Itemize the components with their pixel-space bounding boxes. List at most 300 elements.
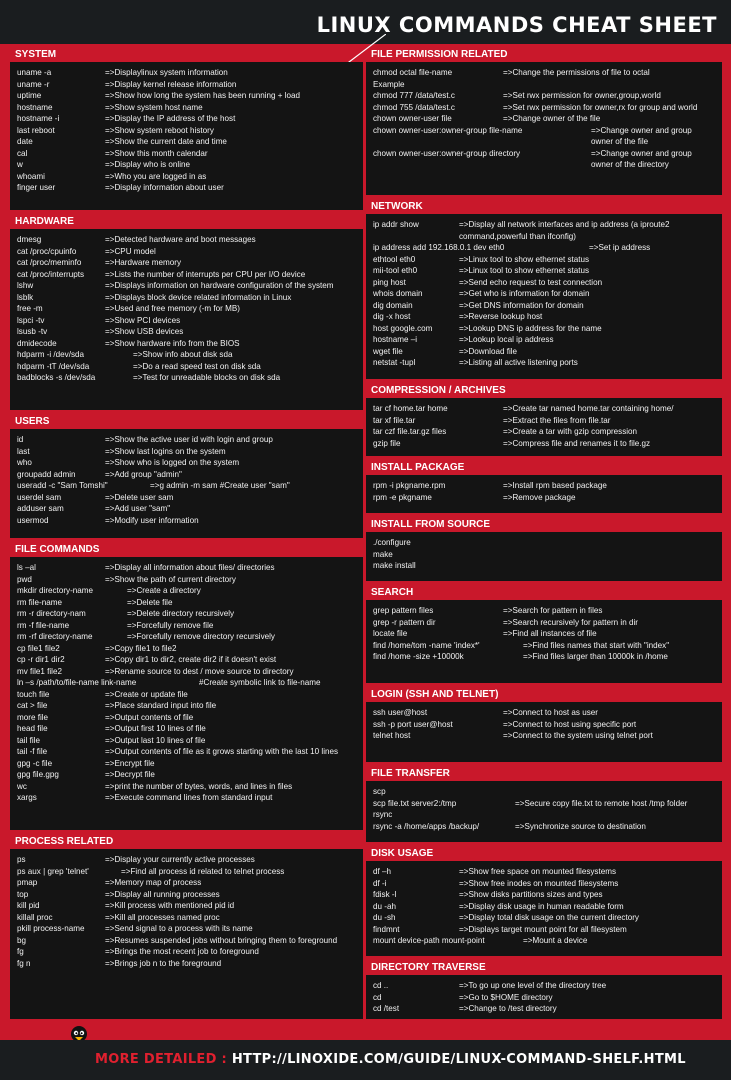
command-row xyxy=(17,631,357,643)
command-description: =>Display who is online xyxy=(105,160,191,169)
command-description: =>Place standard input into file xyxy=(105,701,217,710)
command-description: =>g admin -m sam #Create user "sam" xyxy=(150,481,290,490)
command-name: pmap xyxy=(17,878,38,887)
command-row xyxy=(17,338,357,350)
command-description: =>Create tar named home.tar containing home/ xyxy=(503,404,674,413)
command-description: =>Execute command lines from standard input xyxy=(105,793,273,802)
section-process-related xyxy=(10,833,363,1019)
command-row xyxy=(373,67,716,79)
command-row xyxy=(17,712,357,724)
section-panel xyxy=(366,532,722,581)
command-description: =>Resumes suspended jobs without bringing them to foreground xyxy=(105,935,338,945)
command-name: last xyxy=(17,446,30,456)
command-row xyxy=(17,781,357,793)
command-description: =>Display total disk usage on the current directory xyxy=(459,913,639,922)
command-name: ip address add 192.168.0.1 dev eth0 xyxy=(373,243,505,252)
command-description: =>Lookup local ip address xyxy=(459,335,554,344)
section-compression xyxy=(366,382,722,456)
section-heading: USERS xyxy=(15,416,50,427)
command-description: =>Find files names that start with "index" xyxy=(523,640,670,650)
command-name: cd .. xyxy=(373,981,389,990)
command-name: tail -f file xyxy=(17,747,48,756)
command-description: =>Show free inodes on mounted filesystems xyxy=(459,878,619,888)
command-row xyxy=(373,560,716,572)
page-title: LINUX COMMANDS CHEAT SHEET xyxy=(316,13,717,37)
command-row xyxy=(373,730,716,742)
command-description: =>Lists the number of interrupts per CPU per I/O device xyxy=(105,269,306,279)
command-name: cd /test xyxy=(373,1004,400,1013)
command-name: chown owner-user:owner-group directory xyxy=(373,148,521,158)
command-description: =>Secure copy file.txt to remote host /tmp folder xyxy=(515,798,688,808)
command-description: =>To go up one level of the directory tree xyxy=(459,981,607,990)
command-row xyxy=(373,549,716,561)
command-name: chmod octal file-name xyxy=(373,68,453,77)
command-description: =>Linux tool to show ethernet status xyxy=(459,266,590,275)
command-name: wget file xyxy=(373,346,403,356)
command-row xyxy=(373,719,716,731)
command-name: dmesg xyxy=(17,235,42,244)
command-name: cat /proc/cpuinfo xyxy=(17,246,77,256)
section-heading: PROCESS RELATED xyxy=(15,836,114,847)
command-row xyxy=(17,689,357,701)
command-description: =>Brings the most recent job to foreground xyxy=(105,947,259,956)
footer-link[interactable]: HTTP://LINOXIDE.COM/GUIDE/LINUX-COMMAND-SHELF.HTML xyxy=(231,1052,686,1067)
section-heading: HARDWARE xyxy=(15,216,74,227)
command-row xyxy=(17,159,357,171)
command-name: xargs xyxy=(17,793,37,802)
command-row xyxy=(17,912,357,924)
command-row xyxy=(373,288,716,300)
command-description: =>Show the current date and time xyxy=(105,137,227,146)
section-heading: INSTALL PACKAGE xyxy=(371,462,465,473)
command-description: =>Copy file1 to file2 xyxy=(105,643,177,653)
command-name: mv file1 file2 xyxy=(17,666,62,676)
command-description: =>Show disks partitions sizes and types xyxy=(459,890,603,899)
command-description: =>Kill all processes named proc xyxy=(105,912,220,922)
command-name: Example xyxy=(373,79,405,89)
command-name: whois domain xyxy=(373,289,423,298)
command-name: rm -r directory-nam xyxy=(17,609,86,618)
command-description: =>Show hardware info from the BIOS xyxy=(105,338,240,348)
command-description: =>Encrypt file xyxy=(105,758,155,768)
command-description: =>Test for unreadable blocks on disk sda xyxy=(133,373,281,382)
command-description: =>Linux tool to show ethernet status xyxy=(459,254,590,264)
command-name: du -sh xyxy=(373,913,396,922)
section-panel xyxy=(10,429,363,538)
command-description: =>Detected hardware and boot messages xyxy=(105,235,256,244)
command-row xyxy=(373,889,716,901)
section-panel xyxy=(10,557,363,830)
command-description: =>Copy dir1 to dir2, create dir2 if it doesn't exist xyxy=(105,655,277,664)
command-row xyxy=(373,113,716,125)
command-description: =>Change owner and group owner of the file xyxy=(591,125,692,146)
command-name: rm -f file-name xyxy=(17,620,70,630)
command-name: useradd -c "Sam Tomshi" xyxy=(17,481,108,490)
command-row xyxy=(17,67,357,79)
command-description: =>Create or update file xyxy=(105,689,188,699)
command-name: lsblk xyxy=(17,292,34,302)
command-name: ./configure xyxy=(373,538,411,547)
command-description: =>Connect to the system using telnet port xyxy=(503,731,653,740)
command-name: mii-tool eth0 xyxy=(373,266,418,275)
command-row xyxy=(373,265,716,277)
command-row xyxy=(373,357,716,369)
command-row xyxy=(17,182,357,194)
section-panel xyxy=(366,214,722,379)
command-name: rm file-name xyxy=(17,597,62,607)
command-row xyxy=(373,346,716,358)
command-description: =>Displaylinux system information xyxy=(105,68,228,77)
section-directory-traverse xyxy=(366,959,722,1019)
command-description: =>Set ip address xyxy=(589,243,651,252)
command-name: netstat -tupl xyxy=(373,358,416,367)
command-name: pwd xyxy=(17,574,32,584)
command-description: =>Show free space on mounted filesystems xyxy=(459,867,617,876)
command-name: scp file.txt server2:/tmp xyxy=(373,798,457,808)
command-name: usermod xyxy=(17,515,49,525)
command-row xyxy=(17,257,357,269)
command-row xyxy=(373,628,716,640)
section-panel xyxy=(10,62,363,210)
command-name: cal xyxy=(17,148,28,158)
command-row xyxy=(17,492,357,504)
command-name: hdparm -tT /dev/sda xyxy=(17,361,90,371)
command-name: chmod 777 /data/test.c xyxy=(373,91,455,100)
command-row xyxy=(17,480,357,492)
command-row xyxy=(373,992,716,1004)
command-description: =>Displays block device related information in Linux xyxy=(105,292,292,302)
section-heading: INSTALL FROM SOURCE xyxy=(371,519,491,530)
command-row xyxy=(373,102,716,114)
command-description: =>Display information about user xyxy=(105,183,224,192)
command-name: ssh user@host xyxy=(373,708,428,717)
command-description: =>Change to /test directory xyxy=(459,1004,557,1013)
command-description: =>Install rpm based package xyxy=(503,481,607,490)
command-row xyxy=(17,746,357,758)
command-name: hdparm -i /dev/sda xyxy=(17,350,85,359)
command-name: top xyxy=(17,889,29,899)
section-panel xyxy=(366,861,722,956)
command-row xyxy=(17,597,357,609)
command-row xyxy=(373,798,716,810)
command-name: more file xyxy=(17,712,49,722)
command-row xyxy=(17,723,357,735)
command-name: lsusb -tv xyxy=(17,327,48,336)
command-name: telnet host xyxy=(373,731,411,740)
command-row xyxy=(373,323,716,335)
section-panel xyxy=(366,475,722,513)
command-row xyxy=(17,457,357,469)
command-row xyxy=(373,651,716,663)
section-file-permission xyxy=(366,46,722,195)
command-description: =>Create a tar with gzip compression xyxy=(503,427,638,436)
command-description: =>Memory map of process xyxy=(105,878,202,887)
command-description: =>Kill process with mentioned pid id xyxy=(105,901,235,910)
command-name: host google.com xyxy=(373,323,433,333)
command-row xyxy=(17,562,357,574)
command-row xyxy=(373,924,716,936)
command-row xyxy=(373,438,716,450)
command-name: groupadd admin xyxy=(17,469,76,479)
command-name: ethtool eth0 xyxy=(373,254,416,264)
command-row xyxy=(373,415,716,427)
command-name: cp file1 file2 xyxy=(17,643,60,653)
command-name: make install xyxy=(373,561,416,570)
command-row xyxy=(17,361,357,373)
command-name: ip addr show xyxy=(373,220,419,229)
command-name: wc xyxy=(17,781,27,791)
section-install-source xyxy=(366,516,722,581)
command-description: =>Decrypt file xyxy=(105,770,155,779)
command-row xyxy=(373,809,716,821)
command-description: =>Display the IP address of the host xyxy=(105,114,236,123)
command-name: free -m xyxy=(17,304,43,313)
command-description: =>Forcefully remove directory recursively xyxy=(127,632,275,641)
command-name: dmidecode xyxy=(17,338,57,348)
command-row xyxy=(17,303,357,315)
command-description: =>Download file xyxy=(459,346,518,356)
command-row xyxy=(17,958,357,970)
command-description: =>Show the active user id with login and group xyxy=(105,435,273,444)
command-name: ssh -p port user@host xyxy=(373,719,453,729)
section-disk-usage xyxy=(366,845,722,956)
command-row xyxy=(17,700,357,712)
command-description: =>Output contents of file as it grows starting with the last 10 lines xyxy=(105,747,339,756)
command-row xyxy=(17,446,357,458)
command-description: =>Output first 10 lines of file xyxy=(105,724,206,733)
command-name: last reboot xyxy=(17,125,55,135)
command-row xyxy=(17,735,357,747)
command-name: rsync -a /home/apps /backup/ xyxy=(373,821,480,831)
command-description: =>Find all process id related to telnet process xyxy=(121,866,285,876)
section-panel xyxy=(366,975,722,1019)
command-row xyxy=(373,617,716,629)
command-description: =>Add group "admin" xyxy=(105,469,182,479)
command-description: =>Go to $HOME directory xyxy=(459,992,553,1002)
command-name: touch file xyxy=(17,689,50,699)
command-name: mount device-path mount-point xyxy=(373,936,485,945)
command-name: ls –al xyxy=(17,563,36,572)
command-row xyxy=(17,280,357,292)
command-description: =>Used and free memory (-m for MB) xyxy=(105,304,240,313)
command-row xyxy=(17,372,357,384)
command-description: =>Synchronize source to destination xyxy=(515,821,646,831)
command-name: hostname -i xyxy=(17,114,60,123)
command-row xyxy=(373,605,716,617)
section-file-commands xyxy=(10,541,363,830)
command-name: fdisk -l xyxy=(373,890,397,899)
command-row xyxy=(17,113,357,125)
command-description: =>Compress file and renames it to file.gz xyxy=(503,438,651,448)
command-description: =>Display all running processes xyxy=(105,889,220,899)
command-name: locate file xyxy=(373,629,408,638)
command-row xyxy=(17,269,357,281)
command-description: =>Display disk usage in human readable form xyxy=(459,901,624,911)
command-row xyxy=(373,640,716,652)
command-description: =>Display all network interfaces and ip address (a iproute2 command,powerful than ifconfig) xyxy=(459,220,670,241)
command-row xyxy=(17,620,357,632)
command-name: uptime xyxy=(17,91,42,100)
command-row xyxy=(17,515,357,527)
command-name: who xyxy=(17,458,32,467)
command-name: whoami xyxy=(17,171,45,181)
command-row xyxy=(373,480,716,492)
command-row xyxy=(17,90,357,102)
command-name: dig domain xyxy=(373,300,413,310)
command-description: =>Hardware memory xyxy=(105,258,182,267)
section-network xyxy=(366,198,722,379)
section-system xyxy=(10,46,363,210)
command-row xyxy=(373,980,716,992)
command-name: finger user xyxy=(17,183,56,192)
section-panel xyxy=(366,702,722,762)
command-description: =>Remove package xyxy=(503,492,576,502)
command-name: scp xyxy=(373,787,386,796)
command-row xyxy=(17,349,357,361)
command-description: =>Delete directory recursively xyxy=(127,609,235,618)
command-name: uname -r xyxy=(17,79,50,89)
command-description: =>Show system host name xyxy=(105,102,203,112)
command-description: =>Lookup DNS ip address for the name xyxy=(459,323,602,333)
command-description: =>Reverse lookup host xyxy=(459,312,543,321)
command-name: cp -r dir1 dir2 xyxy=(17,655,65,664)
command-name: tail file xyxy=(17,735,40,745)
command-name: ping host xyxy=(373,277,406,287)
command-description: =>Get DNS information for domain xyxy=(459,300,584,310)
command-row xyxy=(373,912,716,924)
command-description: =>Show last logins on the system xyxy=(105,446,226,456)
section-login xyxy=(366,686,722,762)
command-description: =>Set rwx permission for owner,rx for group and world xyxy=(503,102,698,112)
command-description: =>Change the permissions of file to octal xyxy=(503,68,650,77)
command-name: chown owner-user:owner-group file-name xyxy=(373,125,523,135)
command-description: =>Output last 10 lines of file xyxy=(105,735,206,745)
command-row xyxy=(17,654,357,666)
command-description xyxy=(416,560,716,572)
section-heading: SYSTEM xyxy=(15,49,57,60)
command-name: df -i xyxy=(373,878,387,888)
command-name: findmnt xyxy=(373,924,400,934)
section-heading: FILE COMMANDS xyxy=(15,544,100,555)
command-name: mkdir directory-name xyxy=(17,586,94,595)
command-description xyxy=(411,537,716,549)
command-description: =>print the number of bytes, words, and lines in files xyxy=(105,781,293,791)
section-panel xyxy=(366,398,722,456)
command-description: =>Search recursively for pattern in dir xyxy=(503,617,638,627)
command-description xyxy=(393,549,716,561)
command-name: date xyxy=(17,137,33,146)
command-description: =>Get who is information for domain xyxy=(459,289,590,298)
command-row xyxy=(373,878,716,890)
command-name: grep -r pattern dir xyxy=(373,617,436,627)
command-name: rpm -i pkgname.rpm xyxy=(373,481,446,490)
command-row xyxy=(17,102,357,114)
command-row xyxy=(17,900,357,912)
command-row xyxy=(17,326,357,338)
command-name: hostname xyxy=(17,102,53,112)
command-row xyxy=(17,125,357,137)
command-name: ps aux | grep 'telnet' xyxy=(17,866,89,876)
command-name: du -ah xyxy=(373,901,396,911)
section-heading: LOGIN (SSH AND TELNET) xyxy=(371,689,499,700)
command-description: =>Show how long the system has been running + load xyxy=(105,91,301,100)
command-name: grep pattern files xyxy=(373,606,434,615)
left-column xyxy=(10,46,363,1022)
command-row xyxy=(17,292,357,304)
command-row xyxy=(373,492,716,504)
command-name: w xyxy=(17,160,23,169)
command-row xyxy=(373,866,716,878)
command-name: tar czf file.tar.gz files xyxy=(373,427,447,436)
section-panel xyxy=(10,849,363,1019)
command-row xyxy=(373,311,716,323)
command-row xyxy=(373,935,716,947)
section-users xyxy=(10,413,363,538)
command-name: cat /proc/interrupts xyxy=(17,269,85,279)
command-description: =>Connect to host using specific port xyxy=(503,719,637,729)
command-row xyxy=(373,901,716,913)
section-panel xyxy=(366,600,722,683)
command-row xyxy=(17,434,357,446)
command-description: =>Show who is logged on the system xyxy=(105,458,240,467)
command-description: =>Show this month calendar xyxy=(105,148,208,158)
command-name: killall proc xyxy=(17,912,53,922)
command-name: make xyxy=(373,549,393,559)
command-description xyxy=(386,786,716,798)
command-row xyxy=(373,277,716,289)
command-description: =>Connect to host as user xyxy=(503,708,598,717)
command-row xyxy=(17,136,357,148)
command-row xyxy=(17,469,357,481)
command-description: =>Display your currently active processes xyxy=(105,855,255,864)
command-description: =>Show system reboot history xyxy=(105,125,214,135)
command-row xyxy=(373,125,716,148)
section-panel xyxy=(10,229,363,410)
command-row xyxy=(17,608,357,620)
command-row xyxy=(17,769,357,781)
command-description: =>Send signal to a process with its name xyxy=(105,924,253,933)
command-name: chmod 755 /data/test.c xyxy=(373,102,455,112)
command-description: =>Find files larger than 10000k in /home xyxy=(523,652,668,661)
command-row xyxy=(373,219,716,242)
command-description: =>Who you are logged in as xyxy=(105,171,207,181)
command-description: =>Delete user sam xyxy=(105,492,174,502)
command-row xyxy=(17,677,357,689)
command-name: cat /proc/meminfo xyxy=(17,258,82,267)
command-name: lspci -tv xyxy=(17,315,45,325)
command-row xyxy=(373,79,716,91)
command-row xyxy=(373,426,716,438)
command-name: uname -a xyxy=(17,68,52,77)
section-hardware xyxy=(10,213,363,410)
command-description: =>Find all instances of file xyxy=(503,629,597,638)
command-name: dig -x host xyxy=(373,312,411,321)
command-row xyxy=(373,254,716,266)
section-panel xyxy=(366,781,722,842)
command-row xyxy=(17,171,357,183)
section-install-package xyxy=(366,459,722,513)
footer-text xyxy=(95,1052,686,1067)
section-file-transfer xyxy=(366,765,722,842)
footer-band xyxy=(0,1040,731,1080)
command-description: =>Forcefully remove file xyxy=(127,620,214,630)
command-row xyxy=(373,821,716,833)
command-name: userdel sam xyxy=(17,492,62,502)
command-row xyxy=(17,866,357,878)
command-description: #Create symbolic link to file-name xyxy=(199,678,321,687)
command-name: rsync xyxy=(373,810,393,819)
command-description: =>Show info about disk sda xyxy=(133,350,233,359)
